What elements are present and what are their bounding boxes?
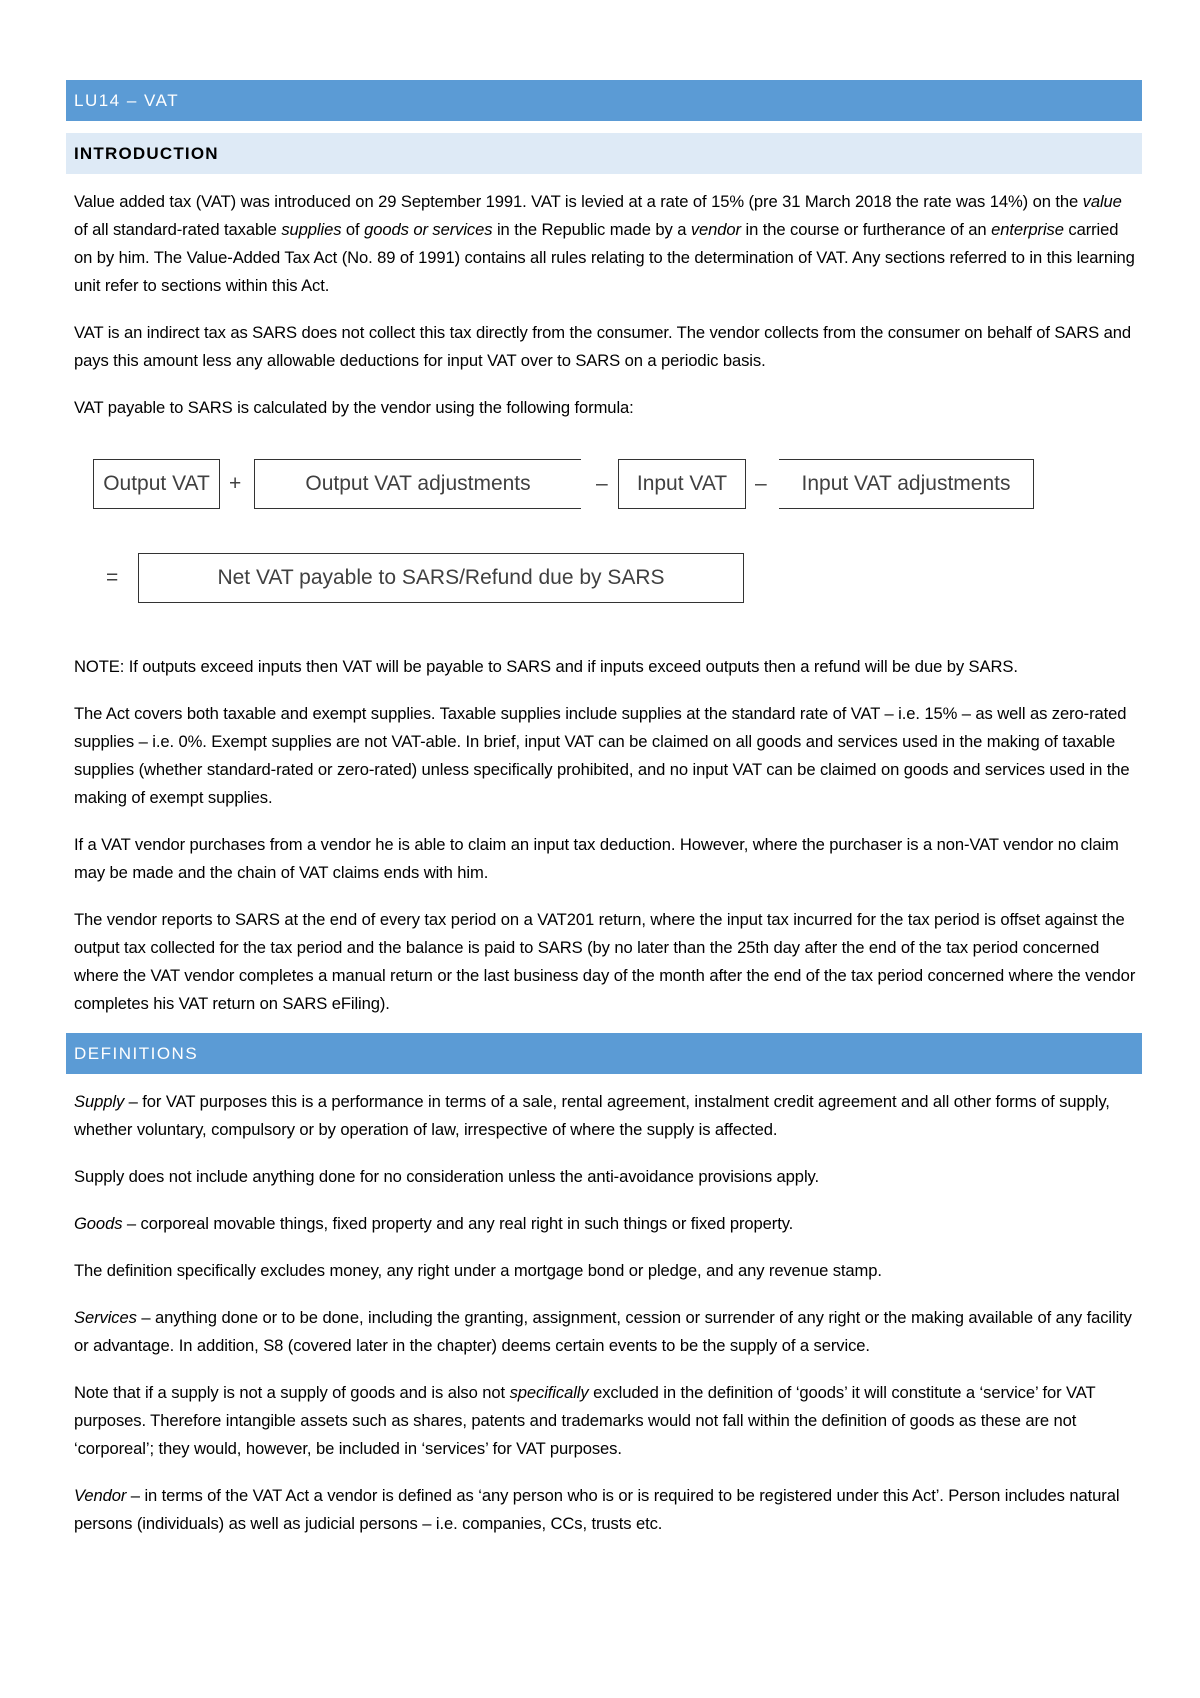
- introduction-heading-banner: [66, 133, 1142, 174]
- text-run: excluded in the definition of ‘goods’ it will constitute a ‘service’ for VAT purposes. Therefore intangible assets such as shares, patents and trademarks would not fall within the definition of goods as these are not ‘corporeal’; they would, however, be included in ‘services’ for VAT purposes.: [74, 1383, 1096, 1458]
- note-paragraph: NOTE: If outputs exceed inputs then VAT will be payable to SARS and if inputs exceed outputs then a refund will be due by SARS.: [74, 657, 1018, 676]
- services-note: [66, 1379, 1142, 1463]
- definition-text: – for VAT purposes this is a performance in terms of a sale, rental agreement, instalment credit agreement and all other forms of supply, whether voluntary, compulsory or by operation of law, irrespective of where the supply is affected.: [74, 1092, 1110, 1139]
- intro-paragraph-6: If a VAT vendor purchases from a vendor he is able to claim an input tax deduction. However, where the purchaser is a non-VAT vendor no claim may be made and the chain of VAT claims ends with him.: [74, 835, 1119, 882]
- italic-term: enterprise: [991, 220, 1064, 239]
- plus-operator: +: [229, 472, 242, 495]
- supply-note: Supply does not include anything done for no consideration unless the anti-avoidance provisions apply.: [74, 1167, 820, 1186]
- definition-term: Goods: [74, 1214, 123, 1233]
- text-run: Value added tax (VAT) was introduced on 29 September 1991. VAT is levied at a rate of 15% (pre 31 March 2018 the rate was 14%) on the: [74, 192, 1083, 211]
- definitions-heading: DEFINITIONS: [74, 1044, 199, 1063]
- text-run: in the course or furtherance of an: [740, 220, 992, 239]
- definition-term: Vendor: [74, 1486, 127, 1505]
- goods-note: The definition specifically excludes money, any right under a mortgage bond or pledge, and any revenue stamp.: [74, 1261, 882, 1280]
- intro-paragraph-2: VAT is an indirect tax as SARS does not collect this tax directly from the consumer. The vendor collects from the consumer on behalf of SARS and pays this amount less any allowable deductions for input VAT over to SARS on a periodic basis.: [74, 323, 1132, 370]
- italic-term: specifically: [509, 1383, 589, 1402]
- text-run: in the Republic made by a: [492, 220, 691, 239]
- definition-supply: [66, 1088, 1142, 1144]
- text-run: carried on by him. The Value-Added Tax Act (No. 89 of 1991) contains all rules relating to the determination of VAT. Any sections referred to in this learning unit refer to sections within this Act.: [74, 220, 1135, 295]
- input-vat-adjustments-box: Input VAT adjustments: [779, 459, 1034, 509]
- italic-term: goods or services: [364, 220, 493, 239]
- definition-text: – in terms of the VAT Act a vendor is defined as ‘any person who is or is required to be registered under this Act’. Person includes natural persons (individuals) as well as judicial persons – i.e. companies, CCs, trusts etc.: [74, 1486, 1120, 1533]
- unit-title-banner: [66, 80, 1142, 121]
- definition-goods: [66, 1210, 1142, 1238]
- output-vat-box: Output VAT: [93, 459, 220, 509]
- minus-operator-2: –: [755, 472, 767, 495]
- text-run: Note that if a supply is not a supply of goods and is also not: [74, 1383, 510, 1402]
- equals-operator: =: [106, 566, 119, 589]
- definitions-heading-banner: [66, 1033, 1142, 1074]
- introduction-heading: INTRODUCTION: [74, 144, 219, 163]
- unit-title: LU14 – VAT: [74, 91, 180, 110]
- definition-text: – anything done or to be done, including the granting, assignment, cession or surrender of any right or the making available of any facility or advantage. In addition, S8 (covered later in the chapter) deems certain events to be the supply of a service.: [74, 1308, 1132, 1355]
- intro-paragraph-7: The vendor reports to SARS at the end of every tax period on a VAT201 return, where the input tax incurred for the tax period is offset against the output tax collected for the tax period and the balance is paid to SARS (by no later than the 25th day after the end of the tax period concerned where the VAT vendor completes a manual return or the last business day of the month after the end of the tax period concerned where the vendor completes his VAT return on SARS eFiling).: [74, 910, 1136, 1013]
- input-vat-box: Input VAT: [618, 459, 746, 509]
- definition-term: Services: [74, 1308, 137, 1327]
- definition-text: – corporeal movable things, fixed property and any real right in such things or fixed property.: [122, 1214, 794, 1233]
- definition-term: Supply: [74, 1092, 125, 1111]
- intro-paragraph-3: VAT payable to SARS is calculated by the vendor using the following formula:: [74, 398, 634, 417]
- text-run: of all standard-rated taxable: [74, 220, 282, 239]
- document-page: [66, 80, 1142, 1538]
- text-run: of: [341, 220, 365, 239]
- definition-vendor: [66, 1482, 1142, 1538]
- definition-services: [66, 1304, 1142, 1360]
- minus-operator-1: –: [596, 472, 608, 495]
- intro-paragraph-1: [66, 188, 1142, 300]
- italic-term: value: [1082, 192, 1122, 211]
- vat-formula-diagram: [66, 439, 1142, 639]
- intro-paragraph-5: The Act covers both taxable and exempt supplies. Taxable supplies include supplies at the standard rate of VAT – i.e. 15% – as well as zero-rated supplies – i.e. 0%. Exempt supplies are not VAT-able. In brief, input VAT can be claimed on all goods and services used in the making of taxable supplies (whether standard-rated or zero-rated) unless specifically prohibited, and no input VAT can be claimed on goods and services used in the making of exempt supplies.: [74, 704, 1130, 807]
- output-vat-adjustments-box: Output VAT adjustments: [254, 459, 581, 509]
- italic-term: supplies: [281, 220, 342, 239]
- italic-term: vendor: [690, 220, 741, 239]
- net-vat-result-box: Net VAT payable to SARS/Refund due by SARS: [138, 553, 744, 603]
